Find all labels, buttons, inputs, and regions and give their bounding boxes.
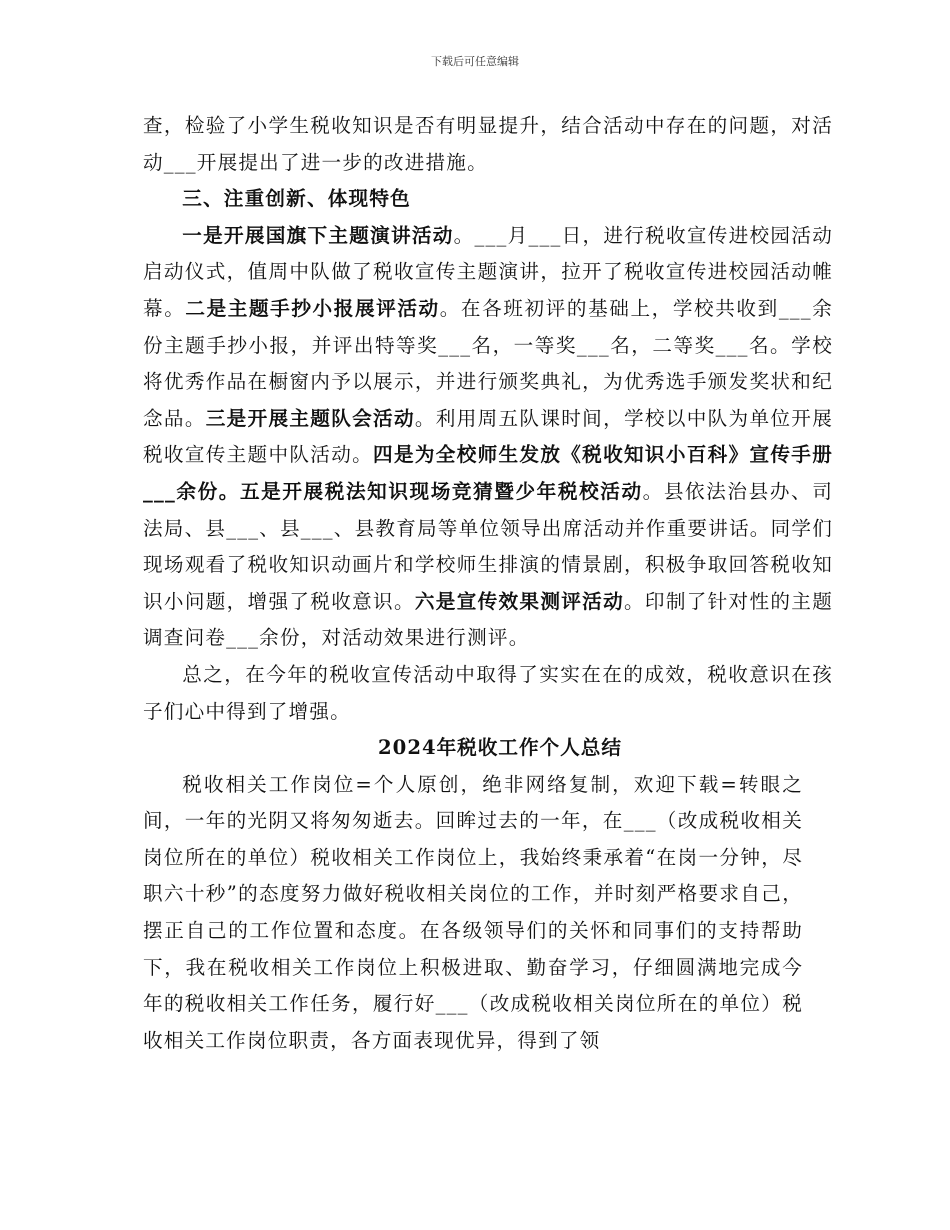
section-heading: 三、注重创新、体现特色 <box>182 187 411 211</box>
activity-2-text: 。在各班初评的基础上，学校共收到___余份主题手抄小报，并评出特等奖___名，一等奖___名，二等奖___名。学校将优秀作品在橱窗内予以展示，并进行颁奖典礼，为优秀选手颁发奖状和纪念品。 <box>143 296 833 430</box>
paragraph-continuation: 查，检验了小学生税收知识是否有明显提升，结合活动中存在的问题，对活动___开展提出了进一步的改进措施。 <box>143 114 833 174</box>
paragraph-summary: 总之，在今年的税收宣传活动中取得了实实在在的成效，税收意识在孩子们心中得到了增强。 <box>143 662 833 723</box>
activity-4-5-title: 四是为全校师生发放《税收知识小百科》宣传手册___余份。五是开展税法知识现场竞猜暨少年税校活动 <box>143 443 834 503</box>
page-header: 下载后可任意编辑 <box>431 55 519 68</box>
activity-2-title: 二是主题手抄小报展评活动 <box>185 296 440 320</box>
activity-3-text: 。利用周五队课时间，学校以中队为单位开展税收宣传主题中队活动。 <box>143 406 834 467</box>
activity-5-text: 。县依法治县办、司法局、县___、县___、县教育局等单位领导出席活动并作重要讲话。同学们现场观看了税收知识动画片和学校师生排演的情景剧，积极争取回答税收知识小问题，增强了税收意识。 <box>143 479 833 613</box>
article-body: 税收相关工作岗位=个人原创，绝非网络复制，欢迎下载=转眼之间，一年的光阴又将匆匆逝去。回眸过去的一年，在___（改成税收相关岗位所在的单位）税收相关工作岗位上，我始终秉承着“在岗一分钟，尽职六十秒”的态度努力做好税收相关岗位的工作，并时刻严格要求自己，摆正自己的工作位置和态度。在各级领导们的关怀和同事们的支持帮助下，我在税收相关工作岗位上积极进取、勤奋学习，仔细圆满地完成今年的税收相关工作任务，履行好___（改成税收相关岗位所在的单位）税收相关工作岗位职责，各方面表现优异，得到了领 <box>143 772 803 1052</box>
activity-1-text: 。___月___日，进行税收宣传进校园活动启动仪式，值周中队做了税收宣传主题演讲，拉开了税收宣传进校园活动帷幕。 <box>143 223 833 320</box>
paragraph-activities <box>143 218 833 657</box>
activity-6-text: 。印制了针对性的主题调查问卷___余份，对活动效果进行测评。 <box>143 589 834 650</box>
article-title: 2024年税收工作个人总结 <box>378 736 622 760</box>
document-body <box>143 108 833 1059</box>
activity-6-title: 六是宣传效果测评活动 <box>414 589 624 613</box>
activity-3-title: 三是开展主题队会活动 <box>205 406 415 430</box>
activity-1-title: 一是开展国旗下主题演讲活动 <box>182 223 454 247</box>
